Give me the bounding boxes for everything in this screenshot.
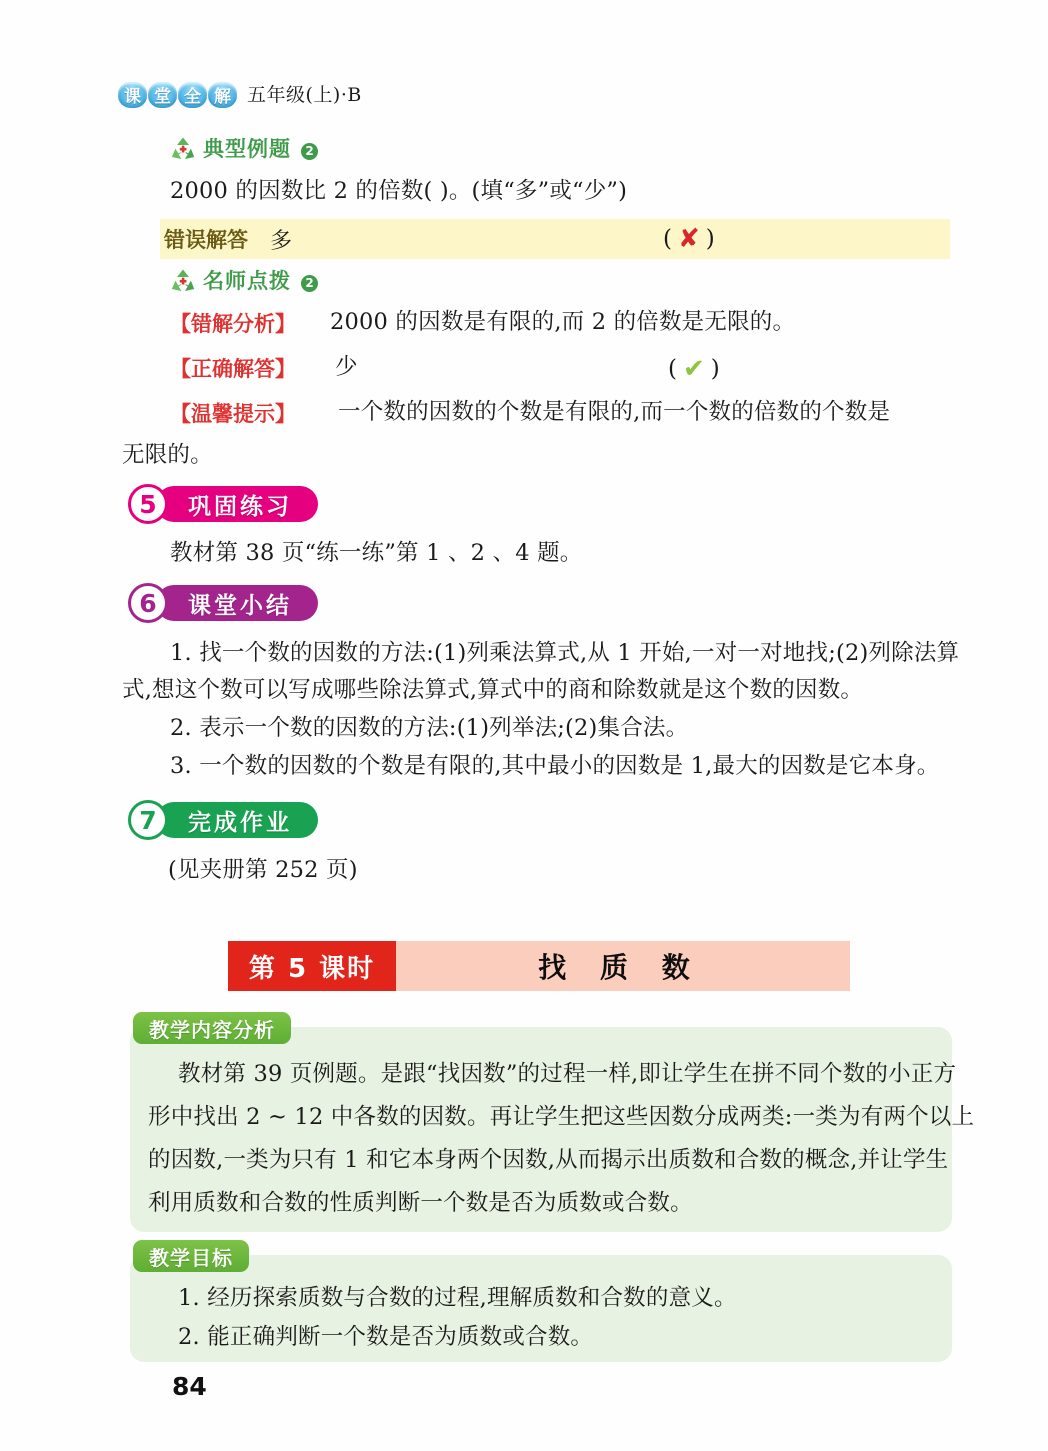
cross-icon: ✘ — [677, 224, 700, 254]
objectives-tag: 教学目标 — [133, 1240, 249, 1272]
section-5-body-line-1: 教材第 38 页“练一练”第 1 、2 、4 题。 — [170, 540, 583, 566]
section-heading-label: 典型例题 — [203, 137, 291, 161]
content-analysis-line-2: 形中找出 2 ~ 12 中各数的因数。再让学生把这些因数分成两类:一类为有两个以上 — [148, 1104, 975, 1130]
paren-close: ) — [705, 226, 715, 252]
section-7-title: 完成作业 — [156, 802, 318, 838]
brand-char-1: 课 — [118, 82, 147, 108]
section-5-heading — [128, 483, 318, 525]
section-heading-label: 名师点拨 — [203, 269, 291, 293]
section-7-heading — [128, 799, 318, 841]
brand-char-4: 解 — [208, 82, 237, 108]
page-number: 84 — [172, 1372, 207, 1401]
section-6-heading — [128, 582, 318, 624]
tip-text-analysis: 2000 的因数是有限的,而 2 的倍数是无限的。 — [330, 309, 796, 335]
example-question: 2000 的因数比 2 的倍数( )。(填“多”或“少”) — [170, 178, 628, 204]
brand-char-3: 全 — [178, 82, 207, 108]
section-5-title: 巩固练习 — [156, 486, 318, 522]
lesson-title: 找 质 数 — [538, 951, 702, 984]
section-6-title: 课堂小结 — [156, 585, 318, 621]
section-6-body-line-1: 1. 找一个数的因数的方法:(1)列乘法算式,从 1 开始,一对一对地找;(2)列除法算 — [170, 640, 960, 666]
brand-char-2: 堂 — [148, 82, 177, 108]
section-7-number: 7 — [128, 800, 168, 840]
section-heading-badge: 2 — [301, 143, 318, 160]
tip-text-reminder-continued: 无限的。 — [122, 442, 213, 468]
tip-label-reminder: 【温馨提示】 — [170, 402, 296, 426]
wrong-answer-band — [160, 219, 950, 259]
recycle-cross-icon — [170, 136, 196, 161]
section-6-body-line-3: 2. 表示一个数的因数的方法:(1)列举法;(2)集合法。 — [170, 715, 689, 741]
paren-close: ) — [710, 356, 720, 382]
correct-answer-mark-group — [668, 356, 720, 382]
recycle-cross-icon — [170, 268, 196, 293]
wrong-answer-mark-group — [663, 226, 715, 252]
content-analysis-line-3: 的因数,一类为只有 1 和它本身两个因数,从而揭示出质数和合数的概念,并让学生 — [148, 1147, 949, 1173]
header-subtitle: 五年级(上)·B — [247, 84, 362, 106]
lesson-badge: 第 5 课时 — [228, 941, 396, 991]
wrong-answer-label: 错误解答 — [164, 228, 248, 252]
tip-text-correct: 少 — [335, 354, 358, 380]
objectives-line-1: 1. 经历探索质数与合数的过程,理解质数和合数的意义。 — [178, 1285, 737, 1311]
objectives-line-2: 2. 能正确判断一个数是否为质数或合数。 — [178, 1324, 594, 1350]
section-6-number: 6 — [128, 583, 168, 623]
paren-open: ( — [668, 356, 677, 382]
section-heading-example — [170, 133, 318, 163]
section-6-body-line-4: 3. 一个数的因数的个数是有限的,其中最小的因数是 1,最大的因数是它本身。 — [170, 753, 940, 779]
section-heading-badge: 2 — [301, 275, 318, 292]
section-heading-tips — [170, 265, 318, 295]
page-header — [118, 80, 362, 109]
check-icon: ✔ — [682, 354, 705, 384]
content-analysis-line-4: 利用质数和合数的性质判断一个数是否为质数或合数。 — [148, 1190, 693, 1216]
wrong-answer-value: 多 — [270, 228, 293, 254]
paren-open: ( — [663, 226, 672, 252]
section-5-number: 5 — [128, 484, 168, 524]
lesson-title-band — [228, 941, 850, 991]
brand-logo — [118, 82, 237, 108]
tip-label-correct: 【正确解答】 — [170, 357, 296, 381]
tip-label-analysis: 【错解分析】 — [170, 312, 296, 336]
content-analysis-tag: 教学内容分析 — [133, 1012, 291, 1044]
section-6-body-line-2: 式,想这个数可以写成哪些除法算式,算式中的商和除数就是这个数的因数。 — [122, 677, 864, 703]
content-analysis-line-1: 教材第 39 页例题。是跟“找因数”的过程一样,即让学生在拼不同个数的小正方 — [178, 1061, 957, 1087]
tip-text-reminder: 一个数的因数的个数是有限的,而一个数的倍数的个数是 — [338, 399, 891, 425]
section-7-body-line-1: (见夹册第 252 页) — [168, 857, 358, 883]
